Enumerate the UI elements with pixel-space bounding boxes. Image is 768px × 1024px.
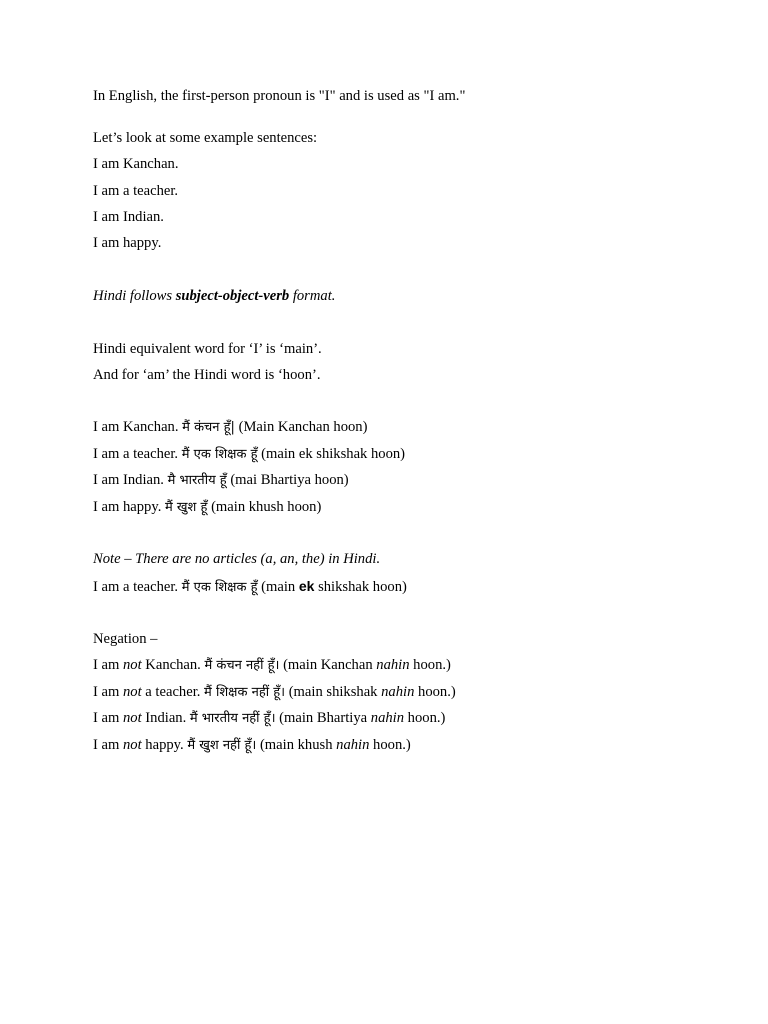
hindi-text: मैं शिक्षक नहीं हूँ। [204, 685, 286, 700]
english-text: I am a teacher. [93, 579, 182, 595]
romanized-text-bold: ek [298, 578, 315, 594]
english-text: happy. [141, 737, 188, 753]
romanized-text: hoon.) [404, 710, 446, 726]
romanized-text: hoon.) [409, 657, 451, 673]
articles-example [93, 577, 407, 597]
hindi-text: मै भारतीय हूँ [167, 473, 227, 488]
example-sentence: I am a teacher. [93, 183, 179, 199]
romanized-text: (mai Bhartiya hoon) [226, 472, 349, 488]
format-note [93, 287, 335, 305]
hindi-text: मैं एक शिक्षक हूँ [181, 447, 258, 462]
not-word: not [123, 684, 142, 700]
romanized-text-before: (main [257, 579, 299, 595]
hindi-text: मैं खुश हूँ [165, 500, 208, 515]
english-text: I am happy. [93, 499, 165, 515]
romanized-text: hoon.) [414, 684, 456, 700]
romanized-text: (main shikshak [285, 684, 382, 700]
intro-text: In English, the first-person pronoun is "I" and is used as "I am." [93, 88, 466, 104]
articles-note: Note – There are no articles (a, an, the) in Hindi. [93, 551, 381, 567]
not-word: not [123, 657, 142, 673]
negation-line [93, 656, 451, 675]
equivalent-line: And for ‘am’ the Hindi word is ‘hoon’. [93, 367, 321, 383]
english-text: I am a teacher. [93, 446, 182, 462]
romanized-text-after: shikshak hoon) [314, 579, 407, 595]
english-text: Kanchan. [141, 657, 205, 673]
english-text: I am [93, 684, 123, 700]
translation-line [93, 445, 405, 464]
romanized-text: (main ek shikshak hoon) [257, 446, 406, 462]
negation-line [93, 709, 445, 728]
nahin-word: nahin [336, 737, 370, 753]
english-text: I am [93, 710, 123, 726]
format-note-after: format. [289, 288, 336, 304]
english-text: I am [93, 657, 123, 673]
hindi-text: मैं कंचन नहीं हूँ। [204, 658, 280, 673]
not-word: not [123, 710, 142, 726]
english-text: Indian. [141, 710, 190, 726]
example-sentence: I am happy. [93, 235, 162, 251]
nahin-word: nahin [381, 684, 415, 700]
translation-line [93, 471, 349, 490]
example-sentence: I am Indian. [93, 209, 164, 225]
examples-heading: Let’s look at some example sentences: [93, 130, 318, 146]
hindi-text: मैं भारतीय नहीं हूँ। [189, 711, 276, 726]
negation-line [93, 736, 411, 755]
translation-line [93, 418, 367, 437]
english-text: a teacher. [141, 684, 205, 700]
translation-line [93, 498, 321, 517]
english-text: I am Kanchan. [93, 419, 183, 435]
english-text: I am [93, 737, 123, 753]
negation-heading: Negation – [93, 631, 158, 647]
romanized-text: (Main Kanchan hoon) [234, 419, 368, 435]
example-sentence: I am Kanchan. [93, 156, 179, 172]
nahin-word: nahin [376, 657, 410, 673]
romanized-text: (main Kanchan [279, 657, 377, 673]
nahin-word: nahin [370, 710, 405, 726]
equivalent-line: Hindi equivalent word for ‘I’ is ‘main’. [93, 341, 322, 357]
hindi-text: मैं एक शिक्षक हूँ [181, 580, 258, 595]
negation-line [93, 683, 456, 702]
romanized-text: (main Bhartiya [275, 710, 371, 726]
romanized-text: hoon.) [369, 737, 411, 753]
not-word: not [123, 737, 142, 753]
hindi-text: मैं कंचन हूँ| [182, 420, 235, 435]
romanized-text: (main khush [256, 737, 337, 753]
format-note-before: Hindi follows [93, 288, 176, 304]
hindi-text: मैं खुश नहीं हूँ। [187, 738, 257, 753]
format-note-bold: subject-object-verb [175, 288, 290, 304]
romanized-text: (main khush hoon) [207, 499, 322, 515]
english-text: I am Indian. [93, 472, 168, 488]
